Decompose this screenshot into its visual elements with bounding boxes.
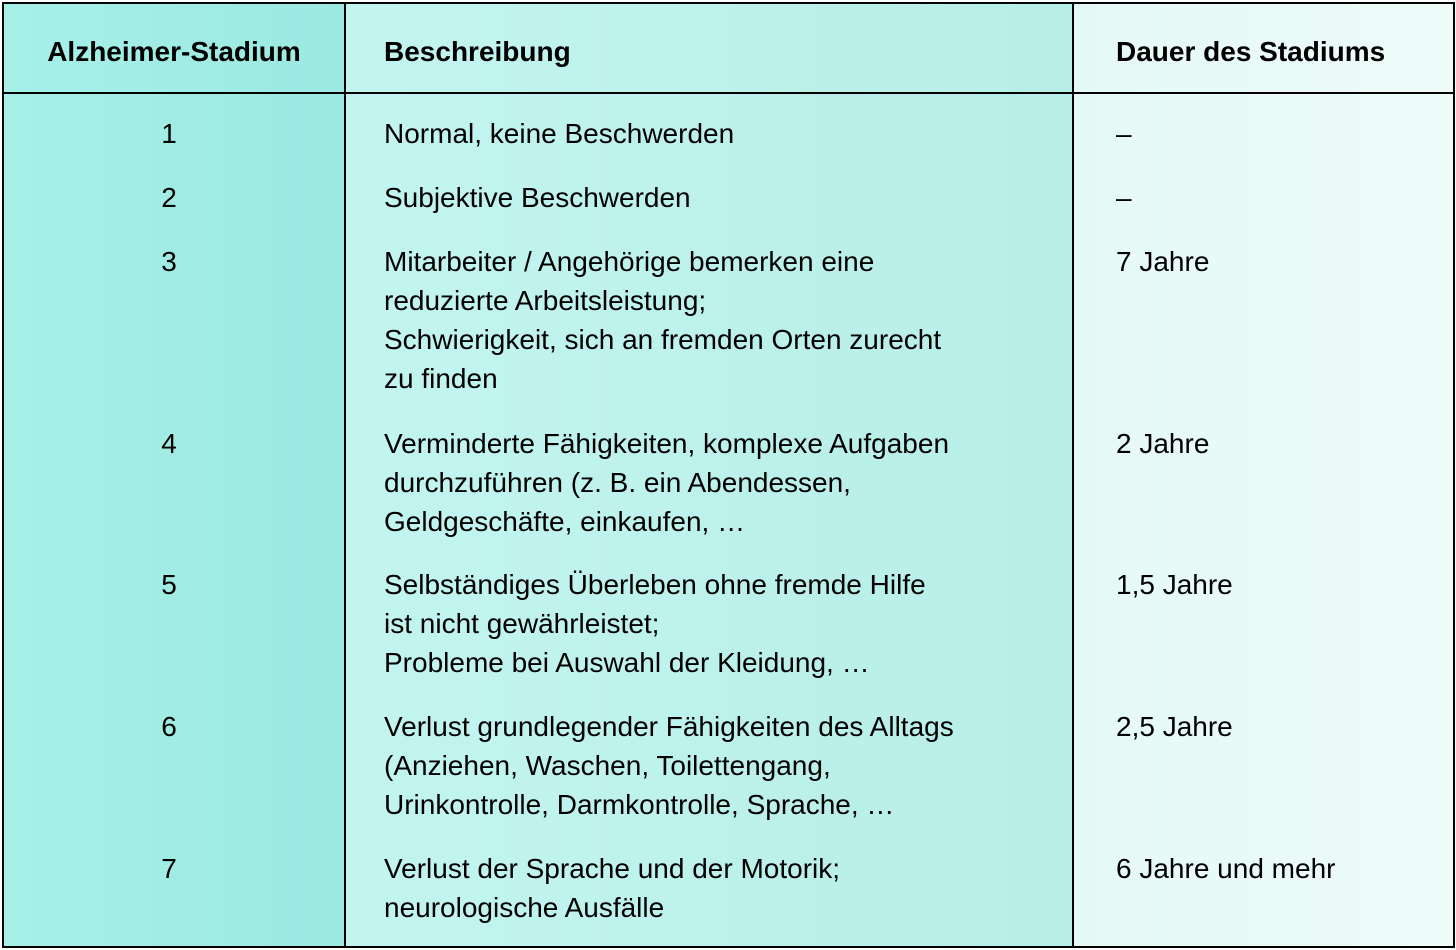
duration-cell: 1,5 Jahre [1116,569,1233,600]
description-line: Verminderte Fähigkeiten, komplexe Aufgaben [384,428,950,459]
description-cell [384,565,926,682]
duration-cell: – [1116,118,1132,149]
description-line: Urinkontrolle, Darmkontrolle, Sprache, … [384,789,895,820]
description-line: Selbständiges Überleben ohne fremde Hilfe [384,569,926,600]
duration-cell: – [1116,182,1132,213]
description-line: Probleme bei Auswahl der Kleidung, … [384,647,870,678]
description-line: reduzierte Arbeitsleistung; [384,285,707,316]
stage-cell: 4 [161,428,177,459]
stage-cell: 2 [161,182,177,213]
duration-cell: 2 Jahre [1116,428,1210,459]
duration-cell: 7 Jahre [1116,246,1210,277]
stage-cell: 7 [161,853,177,884]
stage-cell: 1 [161,118,177,149]
description-line: durchzuführen (z. B. ein Abendessen, [384,467,851,498]
description-line: Normal, keine Beschwerden [384,118,735,149]
description-line: neurologische Ausfälle [384,892,665,923]
duration-cell: 2,5 Jahre [1116,711,1233,742]
description-line: Subjektive Beschwerden [384,182,691,213]
stage-cell: 5 [161,569,177,600]
description-line: Mitarbeiter / Angehörige bemerken eine [384,246,875,277]
description-cell [384,242,941,398]
description-cell [384,424,949,541]
description-cell [384,114,734,153]
description-cell [384,178,691,217]
header-description: Beschreibung [384,36,571,67]
alzheimer-stages-table [2,2,1455,948]
description-cell [384,849,840,927]
description-line: Verlust grundlegender Fähigkeiten des Alltags [384,711,954,742]
description-cell [384,707,954,824]
header-divider [4,92,1453,94]
description-line: Schwierigkeit, sich an fremden Orten zurecht [384,324,942,355]
description-line: (Anziehen, Waschen, Toilettengang, [384,750,831,781]
stage-cell: 3 [161,246,177,277]
description-line: ist nicht gewährleistet; [384,608,660,639]
description-line: Verlust der Sprache und der Motorik; [384,853,841,884]
stage-cell: 6 [161,711,177,742]
duration-cell: 6 Jahre und mehr [1116,853,1336,884]
description-line: Geldgeschäfte, einkaufen, … [384,506,746,537]
header-duration: Dauer des Stadiums [1116,36,1386,67]
header-stage: Alzheimer-Stadium [47,36,301,67]
description-line: zu finden [384,363,498,394]
